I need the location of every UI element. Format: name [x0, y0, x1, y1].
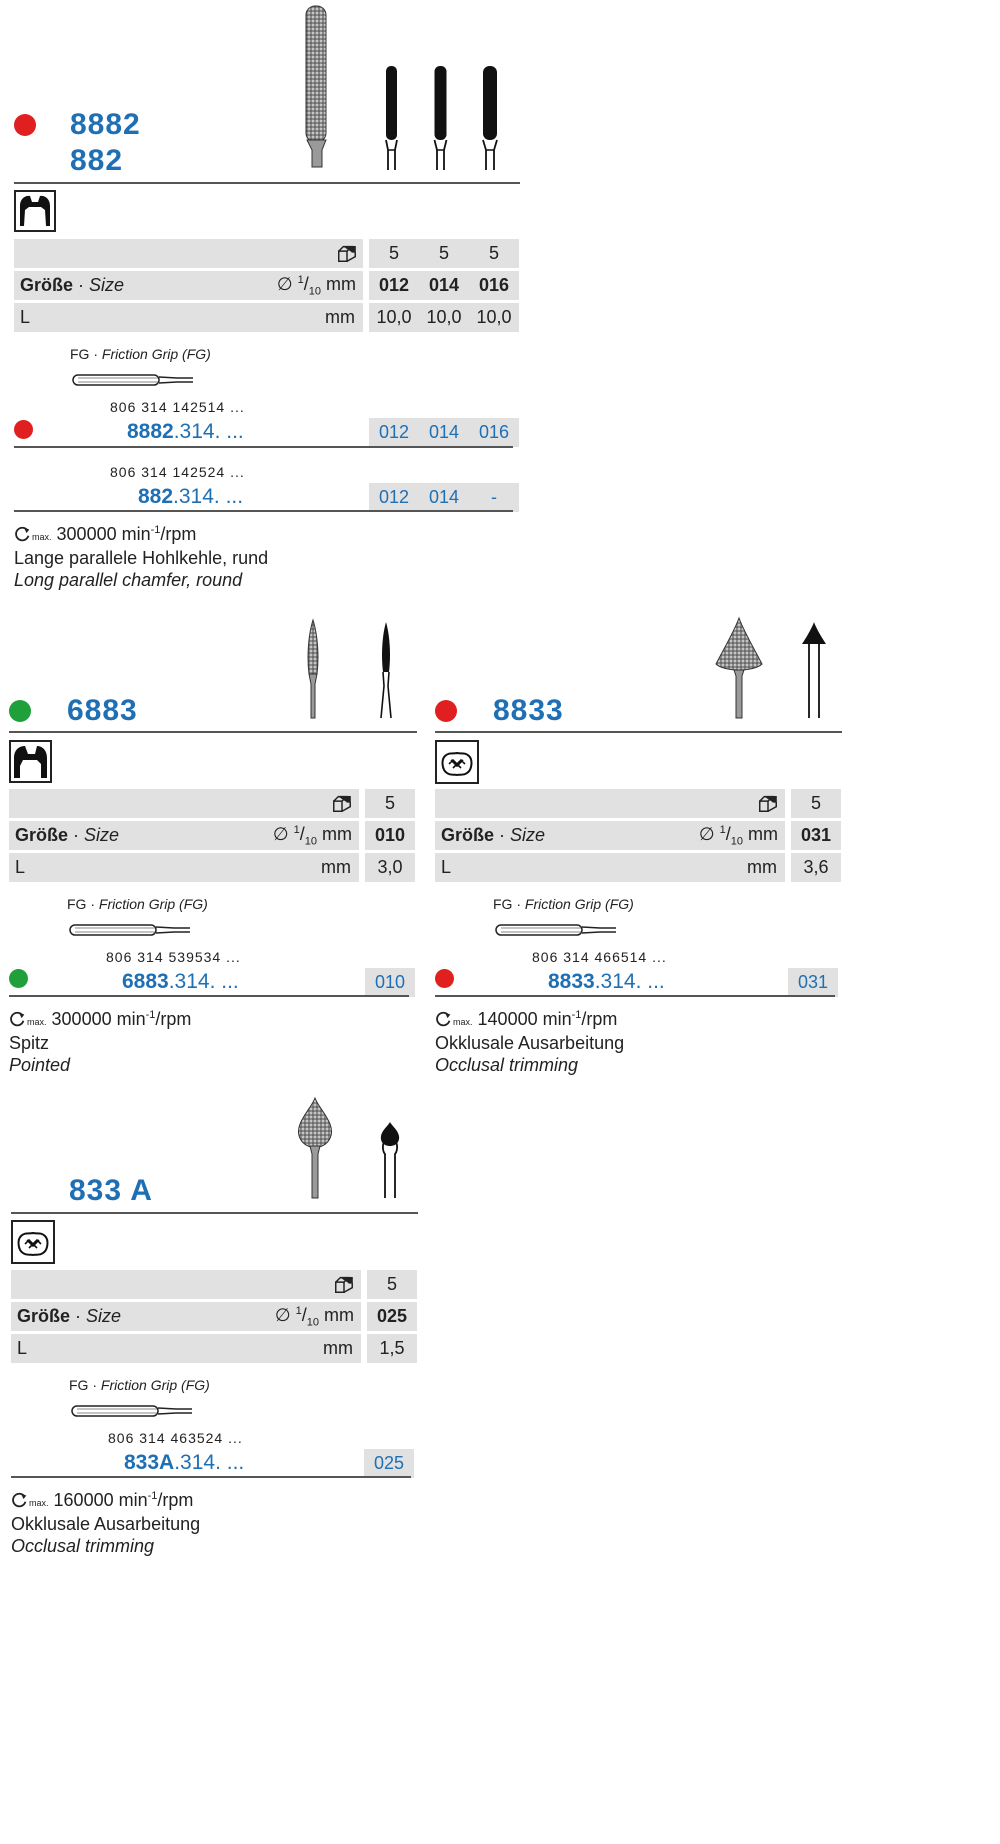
- diameter-unit: ∅ $^1/_{10}$ mm: [276, 274, 356, 298]
- length-value: 3,6: [791, 853, 841, 882]
- status-dot-red: [435, 700, 457, 722]
- pack-icon: [333, 1273, 355, 1295]
- status-dot-green: [9, 969, 28, 988]
- section-divider: [9, 731, 417, 733]
- pack-icon: [331, 792, 353, 814]
- pack-qty: 5: [365, 789, 415, 818]
- length-value: 10,0: [469, 303, 519, 332]
- shank-type-label: FG · Friction Grip (FG): [69, 1377, 210, 1393]
- bur-silhouette-025: [378, 1120, 402, 1200]
- length-row-label: L mm: [9, 853, 359, 882]
- length-row-label: [14, 303, 363, 332]
- section-divider: [435, 731, 842, 733]
- size-row-label: Größe · Size ∅ $^1/_{10}$ mm: [435, 821, 785, 850]
- pack-row-label: [9, 789, 359, 818]
- fg-shank-image: [69, 922, 191, 938]
- chamfer-preparation-icon: [14, 190, 56, 232]
- row-divider: [14, 446, 513, 448]
- diamond-bur-image: [714, 616, 764, 720]
- description-en: Long parallel chamfer, round: [14, 570, 243, 590]
- size-value: 016: [469, 271, 519, 300]
- product-number: 8833: [493, 694, 564, 727]
- order-size-cell: 012: [369, 483, 419, 512]
- length-unit: mm: [325, 307, 355, 327]
- max-speed: max. 300000 $\min^{-1}$/rpm: [14, 524, 196, 545]
- pack-qty: 5: [367, 1270, 417, 1299]
- length-value: 10,0: [369, 303, 419, 332]
- description-en: Occlusal trimming: [435, 1055, 579, 1075]
- fg-shank-image: [71, 1403, 193, 1419]
- bur-silhouette-012: [382, 66, 402, 170]
- order-size-cell: 031: [788, 968, 838, 997]
- order-size-cell: -: [469, 483, 519, 512]
- status-dot-red: [14, 114, 36, 136]
- pack-qty: 5: [369, 239, 419, 268]
- pack-qty: 5: [419, 239, 469, 268]
- diamond-bur-image: [302, 618, 324, 720]
- diameter-unit: ∅ $^1/_{10}$ mm: [274, 1305, 354, 1329]
- order-size-cell: 016: [469, 418, 519, 447]
- section-divider: [14, 182, 520, 184]
- diamond-bur-image: [294, 1096, 336, 1200]
- size-label-de: Größe: [20, 275, 74, 295]
- bur-silhouette-014: [431, 66, 451, 170]
- length-row-label: L mm: [11, 1334, 361, 1363]
- diamond-bur-image: [300, 4, 334, 170]
- order-size-cell: 014: [419, 418, 469, 447]
- pack-icon: [757, 792, 779, 814]
- pack-icon: [336, 242, 358, 264]
- rotation-icon: [9, 1010, 27, 1028]
- order-number: 8833.314. ...: [548, 970, 665, 993]
- size-row-label: [14, 271, 363, 300]
- max-speed: max. 160000 $\min^{-1}$/rpm: [11, 1490, 193, 1511]
- article-code: 806 314 463524 ...: [108, 1430, 243, 1446]
- description-de: Lange parallele Hohlkehle, rund: [14, 548, 269, 568]
- rotation-icon: [14, 525, 32, 543]
- order-number: 882.314. ...: [138, 485, 244, 508]
- order-number: 8882.314. ...: [127, 420, 244, 443]
- order-size-cell: 014: [419, 483, 469, 512]
- row-divider: [11, 1476, 411, 1478]
- size-row-label: Größe · Size ∅ $^1/_{10}$ mm: [9, 821, 359, 850]
- rotation-icon: [11, 1491, 29, 1509]
- status-dot-red: [14, 420, 33, 439]
- shank-type-label: FG · Friction Grip (FG): [70, 346, 211, 362]
- diameter-unit: ∅ $^1/_{10}$ mm: [272, 824, 352, 848]
- article-code: 806 314 466514 ...: [532, 949, 667, 965]
- description-de: Okklusale Ausarbeitung: [11, 1514, 201, 1534]
- pack-qty: 5: [791, 789, 841, 818]
- order-number: 833A.314. ...: [124, 1451, 245, 1474]
- size-value: 031: [791, 821, 841, 850]
- shoulder-preparation-icon: [9, 740, 52, 783]
- shank-type-label: FG · Friction Grip (FG): [493, 896, 634, 912]
- size-value: 014: [419, 271, 469, 300]
- order-size-cell: 025: [364, 1449, 414, 1478]
- row-divider: [9, 995, 409, 997]
- length-label: L: [20, 307, 31, 327]
- rotation-icon: [435, 1010, 453, 1028]
- description-de: Spitz: [9, 1033, 50, 1053]
- row-divider: [14, 510, 513, 512]
- pack-row-label: [435, 789, 785, 818]
- length-value: 10,0: [419, 303, 469, 332]
- length-row-label: L mm: [435, 853, 785, 882]
- fg-shank-image: [72, 372, 194, 388]
- bur-silhouette-016: [480, 66, 502, 170]
- shank-type-label: FG · Friction Grip (FG): [67, 896, 208, 912]
- order-number: 6883.314. ...: [122, 970, 239, 993]
- size-value: 025: [367, 1302, 417, 1331]
- product-number: 6883: [67, 694, 138, 727]
- fg-shank-image: [495, 922, 617, 938]
- length-value: 1,5: [367, 1334, 417, 1363]
- pack-row-label: [11, 1270, 361, 1299]
- description-en: Occlusal trimming: [11, 1536, 155, 1556]
- product-number-alt: 882: [70, 144, 124, 177]
- description-de: Okklusale Ausarbeitung: [435, 1033, 625, 1053]
- order-size-cell: 010: [365, 968, 415, 997]
- article-code: 806 314 539534 ...: [106, 949, 241, 965]
- size-value: 012: [369, 271, 419, 300]
- description-en: Pointed: [9, 1055, 71, 1075]
- order-size-cell: 012: [369, 418, 419, 447]
- status-dot-green: [9, 700, 31, 722]
- size-sep: ·: [78, 275, 85, 295]
- length-value: 3,0: [365, 853, 415, 882]
- pack-qty: 5: [469, 239, 519, 268]
- bur-silhouette-031: [800, 620, 828, 720]
- size-label-en: Size: [89, 275, 125, 295]
- max-speed: max. 140000 $\min^{-1}$/rpm: [435, 1009, 617, 1030]
- status-dot-red: [435, 969, 454, 988]
- article-code: 806 314 142514 ...: [110, 399, 245, 415]
- section-divider: [11, 1212, 418, 1214]
- max-speed: max. 300000 $\min^{-1}$/rpm: [9, 1009, 191, 1030]
- occlusal-trimming-icon: [11, 1220, 55, 1264]
- article-code: 806 314 142524 ...: [110, 464, 245, 480]
- pack-row-label: [14, 239, 363, 268]
- size-row-label: Größe · Size ∅ $^1/_{10}$ mm: [11, 1302, 361, 1331]
- diameter-unit: ∅ $^1/_{10}$ mm: [698, 824, 778, 848]
- occlusal-trimming-icon: [435, 740, 479, 784]
- row-divider: [435, 995, 835, 997]
- product-number: 8882: [70, 108, 141, 141]
- bur-silhouette-010: [376, 620, 396, 720]
- product-number: 833 A: [69, 1174, 153, 1207]
- size-value: 010: [365, 821, 415, 850]
